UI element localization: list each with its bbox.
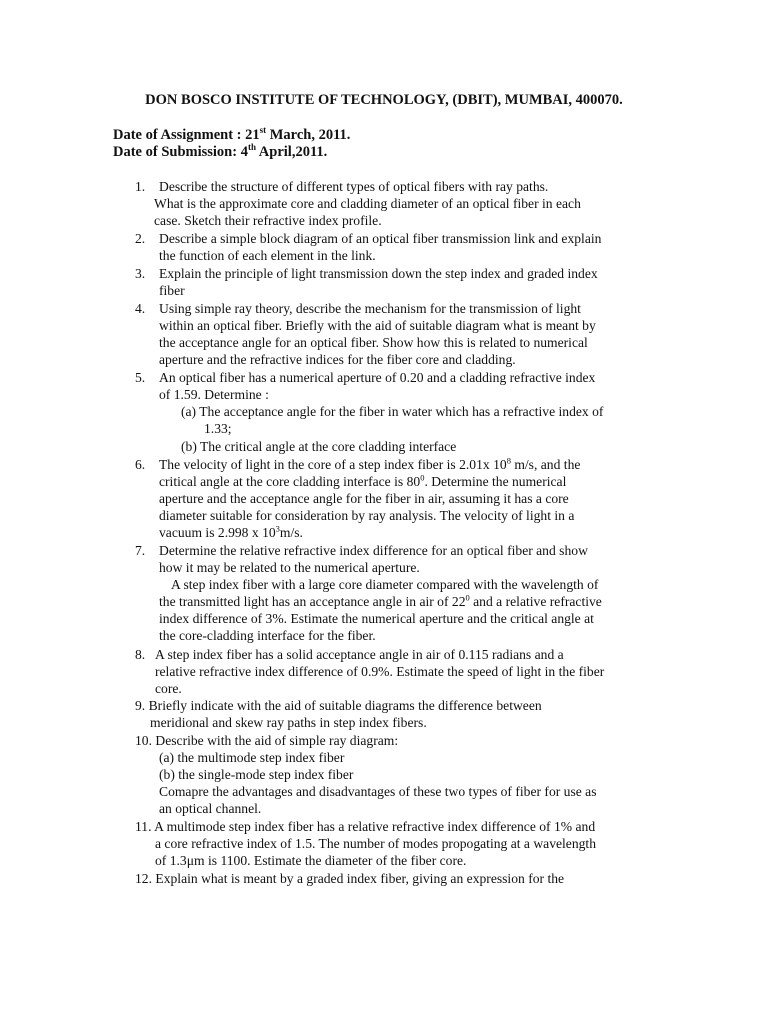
date-of-submission: Date of Submission: 4th April,2011.	[113, 142, 328, 160]
date-of-assignment: Date of Assignment : 21st March, 2011.	[113, 125, 351, 143]
institute-title: DON BOSCO INSTITUTE OF TECHNOLOGY, (DBIT), MUMBAI, 400070.	[145, 92, 623, 108]
document-page: DON BOSCO INSTITUTE OF TECHNOLOGY, (DBIT), MUMBAI, 400070. Date of Assignment : 21st March, 2011. Date of Submission: 4th April,2011. 1. Describe the structure of different types of optical fibers with ray paths. What is the approximate core and cladding diameter of an optical fiber in each case. Sketch their refractive index profile. 2. Describe a simple block diagram of an optical fiber transmission link and explain the function of each element in the link. 3. Explain the principle of light transmission down the step index and graded index fiber 4. Using simple ray theory, describe the mechanism for the transmission of light within an optical fiber. Briefly with the aid of suitable diagram what is meant by the acceptance angle for an optical fiber. Show how this is related to numerical aperture and the refractive indices for the fiber core and cladding. 5. An optical fiber has a numerical aperture of 0.20 and a cladding refractive index of 1.59. Determine : (a) The acceptance angle for the fiber in water which has a refractive index of 1.33; (b) The critical angle at the core cladding interface 6. The velocity of light in the core of a step index fiber is 2.01x $10^8$ m/s, and the critical angle at the core cladding interface is $80^0$. Determine the numerical aperture and the acceptance angle for the fiber in air, assuming it has a core diameter suitable for consideration by ray analysis. The velocity of light in a vacuum is 2.998 x $10^3m/s$. 7. Determine the relative refractive index difference for an optical fiber and show how it may be related to the numerical aperture. A step index fiber with a large core diameter compared with the wavelength of the transmitted light has an acceptance angle in air of $22^0$ and a relative refractive index difference of 3%. Estimate the numerical aperture and the critical angle at the core-cladding interface for the fiber. 8. A step index fiber has a solid acceptance angle in air of 0.115 radians and a relative refractive index difference of 0.9%. Estimate the speed of light in the fiber core. 9. Briefly indicate with the aid of suitable diagrams the difference between meridional and skew ray paths in step index fibers. 10. Describe with the aid of simple ray diagram: (a) the multimode step index fiber (b) the single-mode step index fiber Comapre the advantages and disadvantages of these two types of fiber for use as an optical channel. 11. A multimode step index fiber has a relative refractive index difference of 1% and a core refractive index of 1.5. The number of modes propogating at a wavelength of 1.3μm is 1100. Estimate the diameter of the fiber core. 12. Explain what is meant by a graded index fiber, giving an expression for the	[0, 0, 768, 1024]
